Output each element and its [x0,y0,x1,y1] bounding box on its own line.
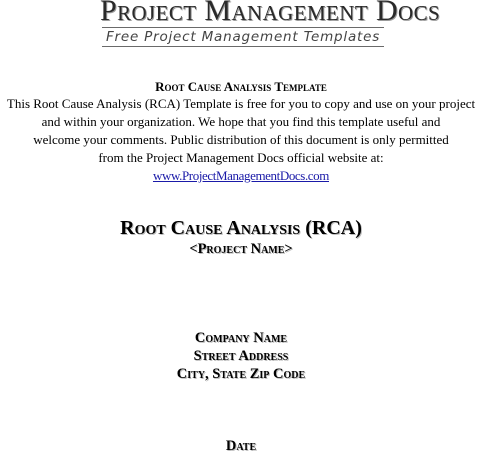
intro-body [0,95,482,167]
intro-line: welcome your comments. Public distribution of this document is only permitted [33,132,449,147]
city-state-zip: City, State Zip Code [176,366,306,382]
intro-heading: Root Cause Analysis Template [155,79,327,94]
street-address: Street Address [193,348,289,364]
company-name: Company Name [194,330,288,346]
project-management-docs-logo [100,0,441,47]
logo-subtitle: Free Project Management Templates [105,29,381,45]
document-title: Root Cause Analysis (RCA) [120,217,362,239]
logo-divider-bottom [102,46,384,47]
intro-line: and within your organization. We hope that you find this template useful and [41,114,441,129]
website-link[interactable]: www.ProjectManagementDocs.com [152,168,329,183]
company-block [0,329,482,383]
intro-section [0,78,482,185]
logo-title: Project Management Docs [100,0,441,27]
intro-line: from the Project Management Docs official website at: [98,150,384,165]
intro-line: This Root Cause Analysis (RCA) Template is free for you to copy and use on your project [6,96,476,111]
project-name-placeholder: <Project Name> [189,241,293,257]
document-date: Date [225,438,257,454]
